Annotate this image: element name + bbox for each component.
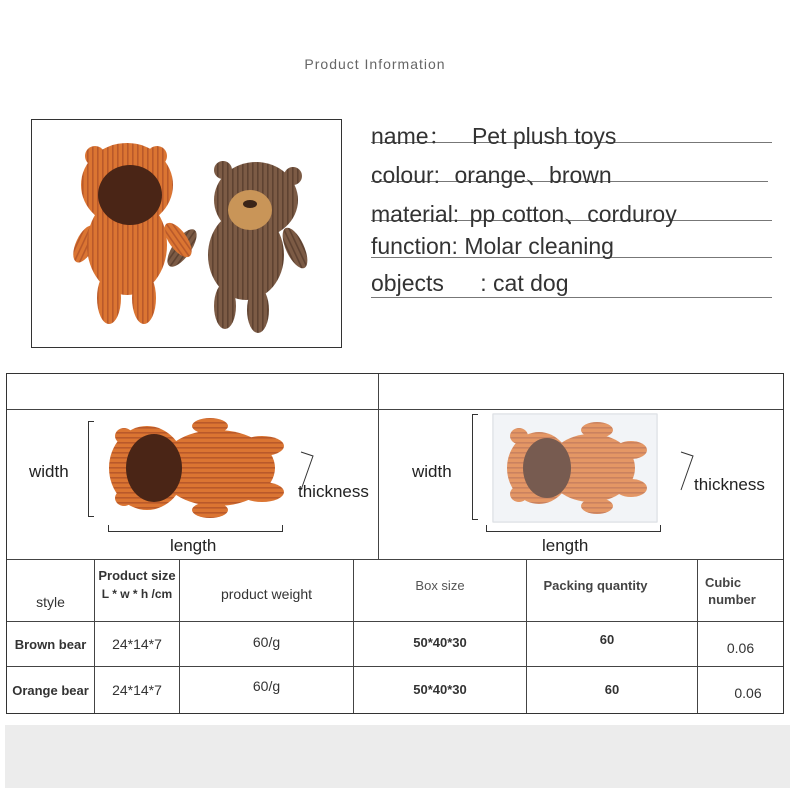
product-photo	[31, 119, 342, 348]
spec-value: Pet plush toys	[471, 123, 617, 149]
packaged-bear-image	[491, 412, 661, 524]
row1-style: Brown bear	[14, 636, 87, 652]
row2-cubic: 0.06	[734, 685, 762, 701]
spec-label: material:	[371, 201, 460, 227]
spec-label: objects	[371, 270, 444, 296]
length-line	[486, 525, 487, 532]
width-line	[472, 519, 478, 520]
length-label: length	[542, 536, 589, 555]
width-line	[472, 414, 478, 415]
divider	[7, 409, 783, 410]
length-line	[108, 531, 283, 532]
orange-bear-lying-image	[102, 412, 292, 522]
header-size-units: L * w * h /cm	[101, 587, 173, 601]
length-line	[282, 525, 283, 532]
spec-value: : cat dog	[480, 270, 569, 296]
row2-style: Orange bear	[12, 682, 89, 698]
row2-packing: 60	[604, 681, 620, 697]
divider	[378, 374, 379, 560]
spec-label: function:	[371, 233, 458, 259]
width-line	[88, 421, 94, 422]
row1-cubic: 0.06	[726, 640, 755, 656]
width-line	[88, 516, 94, 517]
spec-value: Molar cleaning	[464, 233, 614, 259]
spec-colour	[371, 157, 768, 188]
width-label: width	[412, 462, 452, 481]
width-line	[472, 414, 473, 520]
row2-size: 24*14*7	[112, 682, 162, 698]
footer-band	[5, 725, 790, 788]
header-size: Product size	[98, 567, 176, 583]
spec-name	[371, 118, 772, 149]
spec-label: colour:	[371, 162, 441, 188]
spec-table	[6, 373, 784, 714]
width-line	[88, 421, 89, 517]
row2-box: 50*40*30	[413, 681, 467, 697]
length-label: length	[170, 536, 217, 555]
thickness-label: thickness	[694, 475, 765, 494]
thickness-label: thickness	[298, 482, 369, 501]
spec-material	[371, 196, 772, 227]
spec-value: pp cotton、corduroy	[469, 201, 677, 227]
header-style: style	[36, 593, 65, 610]
length-line	[486, 531, 661, 532]
header-cubic-number: number	[708, 591, 756, 607]
page-title: Product Information	[304, 56, 446, 72]
row1-box: 50*40*30	[413, 634, 467, 650]
row1-weight: 60/g	[252, 634, 281, 650]
header-box-size: Box size	[415, 577, 465, 593]
spec-objects	[371, 270, 772, 298]
bears-illustration	[32, 120, 341, 347]
header-cubic: Cubic	[704, 574, 742, 590]
orange-bear-image	[68, 143, 196, 324]
spec-label: name：	[371, 123, 452, 149]
width-label: width	[29, 462, 69, 481]
spec-function	[371, 233, 772, 258]
row1-packing: 60	[599, 631, 615, 647]
header-weight: product weight	[220, 585, 313, 602]
length-line	[108, 525, 109, 532]
length-line	[660, 525, 661, 532]
header-packing: Packing quantity	[543, 577, 648, 593]
row2-weight: 60/g	[252, 678, 281, 694]
spec-value: orange、brown	[454, 162, 612, 188]
row1-size: 24*14*7	[112, 636, 162, 652]
